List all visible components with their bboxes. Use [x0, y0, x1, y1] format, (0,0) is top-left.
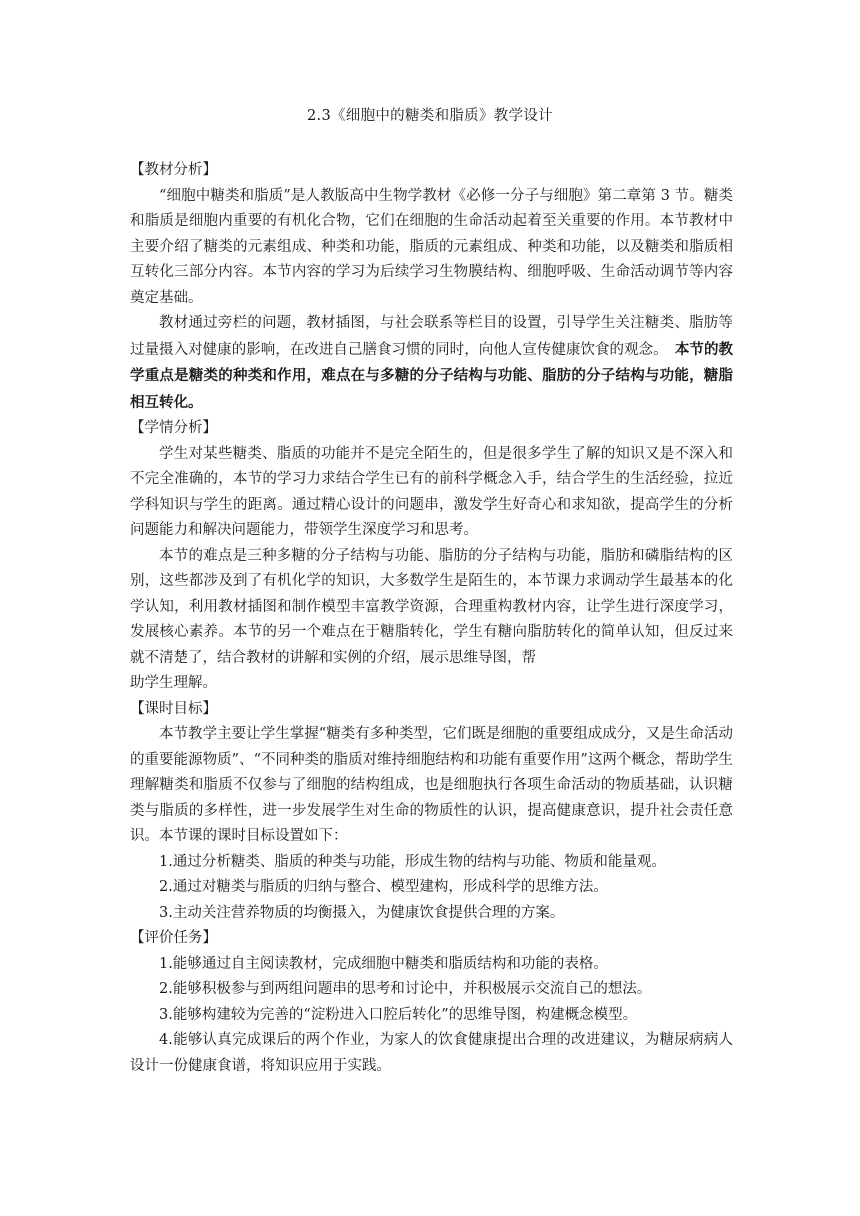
section-heading-student-analysis: 【学情分析】 [130, 420, 217, 436]
lesson-goal-item-3: 3.主动关注营养物质的均衡摄入，为健康饮食提供合理的方案。 [159, 904, 565, 921]
key-points-bold-text: 本节的教学重点是糖类的种类和作用，难点在与多糖的分子结构与功能、脂肪的分子结构与功能，糖脂相互转化。 [130, 340, 733, 411]
evaluation-task-item-4: 4.能够认真完成课后的两个作业，为家人的饮食健康提出合理的改进建议，为糖尿病病人设计一份健康食谱，将知识应用于实践。 [130, 1032, 733, 1074]
textbook-analysis-paragraph-2 [130, 311, 733, 416]
document-title: 2.3《细胞中的糖类和脂质》教学设计 [307, 108, 553, 124]
evaluation-task-item-1: 1.能够通过自主阅读教材，完成细胞中糖类和脂质结构和功能的表格。 [159, 955, 608, 972]
section-heading-textbook-analysis: 【教材分析】 [130, 162, 217, 178]
section-heading-evaluation-tasks: 【评价任务】 [130, 930, 217, 946]
student-analysis-paragraph-2: 本节的难点是三种多糖的分子结构与功能、脂肪的分子结构与功能，脂肪和磷脂结构的区别，这些都涉及到了有机化学的知识，大多数学生是陌生的，本节课力求调动学生最基本的化学认知，利用教材插图和制作模型丰富教学资源，合理重构教材内容，让学生进行深度学习，发展核心素养。本节的另一个难点在于糖脂转化，学生有糖向脂肪转化的简单认知，但反过来就不清楚了，结合教材的讲解和实例的介绍，展示思维导图，帮 [130, 547, 733, 666]
evaluation-task-item-3: 3.能够构建较为完善的“淀粉进入口腔后转化”的思维导图，构建概念模型。 [159, 1006, 638, 1023]
lesson-goals-paragraph: 本节教学主要让学生掌握“糖类有多种类型，它们既是细胞的重要组成成分，又是生命活动的重要能源物质”、“不同种类的脂质对维持细胞结构和功能有重要作用”这两个概念，帮助学生理解糖类和脂质不仅参与了细胞的结构组成，也是细胞执行各项生命活动的物质基础，认识糖类与脂质的多样性，进一步发展学生对生命的物质性的认识，提高健康意识，提升社会责任意识。本节课的课时目标设置如下： [130, 726, 733, 844]
student-analysis-paragraph-3: 助学生理解。 [130, 675, 217, 691]
lesson-goal-item-1: 1.通过分析糖类、脂质的种类与功能，形成生物的结构与功能、物质和能量观。 [159, 853, 666, 870]
textbook-analysis-paragraph-2-text: 教材通过旁栏的问题，教材插图，与社会联系等栏目的设置，引导学生关注糖类、脂肪等过量摄入对健康的影响，在改进自己膳食习惯的同时，向他人宣传健康饮食的观念。 [130, 315, 733, 358]
document-body [130, 158, 733, 1079]
student-analysis-paragraph-1: 学生对某些糖类、脂质的功能并不是完全陌生的，但是很多学生了解的知识又是不深入和不完全准确的，本节的学习力求结合学生已有的前科学概念入手，结合学生的生活经验，拉近学科知识与学生的距离。通过精心设计的问题串，激发学生好奇心和求知欲，提高学生的分析问题能力和解决问题能力，带领学生深度学习和思考。 [130, 445, 733, 538]
textbook-analysis-paragraph-1: “细胞中糖类和脂质”是人教版高中生物学教材《必修一分子与细胞》第二章第 3 节。糖类和脂质是细胞内重要的有机化合物，它们在细胞的生命活动起着至关重要的作用。本节教材中主要介绍了糖类的元素组成、种类和功能，脂质的元素组成、种类和功能，以及糖类和脂质相互转化三部分内容。本节内容的学习为后续学习生物膜结构、细胞呼吸、生命活动调节等内容奠定基础。 [130, 187, 733, 306]
lesson-goal-item-2: 2.通过对糖类与脂质的归纳与整合、模型建构，形成科学的思维方法。 [159, 879, 608, 895]
section-heading-lesson-goals: 【课时目标】 [130, 700, 217, 717]
evaluation-task-item-2: 2.能够积极参与到两组问题串的思考和讨论中，并积极展示交流自己的想法。 [159, 981, 652, 997]
